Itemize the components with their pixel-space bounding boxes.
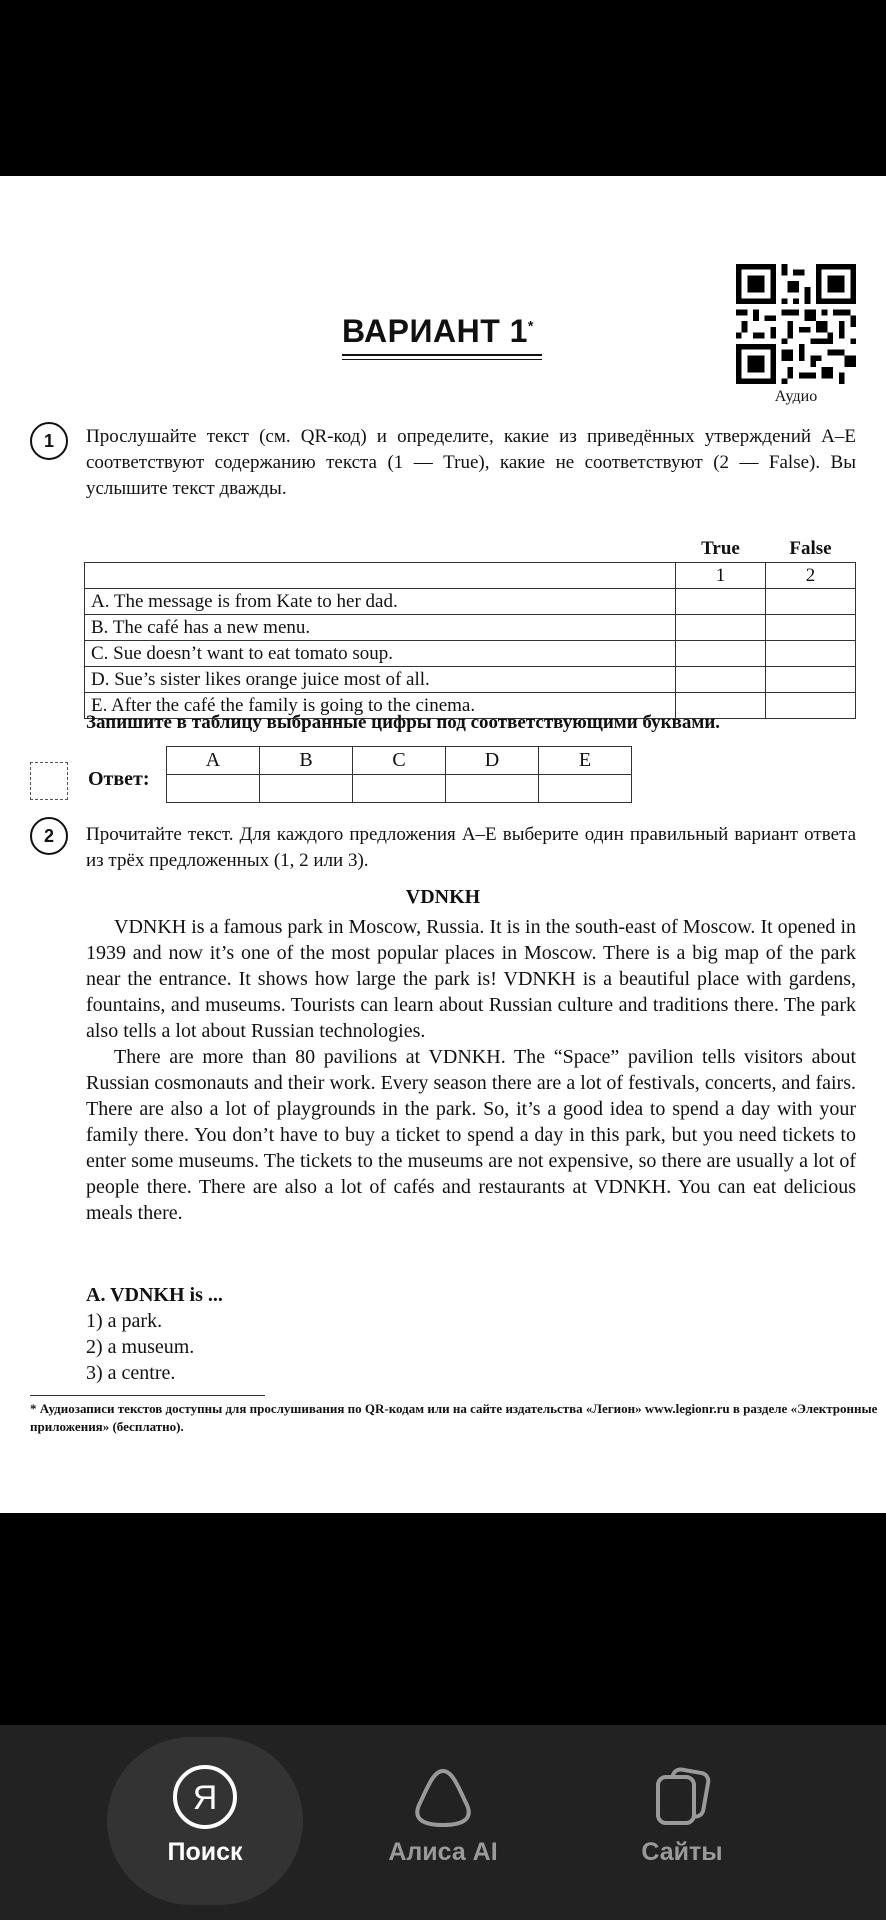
- reading-paragraph: VDNKH is a famous park in Moscow, Russia. It is in the south-east of Moscow. It opened in 1939 and now it’s one of the most popular places in Moscow. There is a big map of the park near the entrance. It shows how large the park is! VDNKH is a beautiful place with gardens, fountains, and museums. Tourists can learn about Russian culture and traditions there. The park also tells a lot about Russian technologies.: [86, 916, 856, 1042]
- answer-cell-b[interactable]: [260, 775, 353, 803]
- answer-cell-e[interactable]: [539, 775, 632, 803]
- nav-label-search: Поиск: [167, 1838, 243, 1866]
- footnote-divider: [30, 1395, 265, 1396]
- question-a: [86, 1282, 223, 1386]
- true-false-table: [84, 536, 856, 719]
- table-row: [85, 589, 856, 615]
- statement-d: D. Sue’s sister likes orange juice most of all.: [85, 667, 676, 693]
- reading-text-title: VDNKH: [405, 886, 481, 908]
- table-row: [85, 667, 856, 693]
- page-title: ВАРИАНТ 1*: [342, 313, 534, 349]
- statement-d-true-cell[interactable]: [676, 667, 766, 693]
- reading-paragraph: There are more than 80 pavilions at VDNKH. The “Space” pavilion tells visitors about Russian cosmonauts and their work. Every season there are a lot of festivals, concerts, and fairs. There are also a lot of playgrounds in the park. So, it’s a good idea to spend a day with your family there. You don’t have to buy a ticket to spend a day in this park, but you need tickets to enter some museums. The tickets to the museums are not expensive, so there are usually a lot of people there. There are also a lot of cafés and restaurants at VDNKH. You can eat delicious meals there.: [86, 1046, 856, 1224]
- title-underline-thin: [342, 359, 542, 360]
- answer-cell-c[interactable]: [353, 775, 446, 803]
- nav-item-sites[interactable]: [582, 1725, 782, 1920]
- nav-item-search[interactable]: [105, 1725, 305, 1920]
- svg-text:Я: Я: [192, 1779, 218, 1817]
- answer-letter-e: E: [539, 747, 632, 775]
- answer-letter-c: C: [353, 747, 446, 775]
- option-3: 3) a centre.: [86, 1362, 176, 1384]
- answer-letter-a: A: [167, 747, 260, 775]
- question-a-stem: A. VDNKH is ...: [86, 1284, 223, 1306]
- bottom-navigation-bar: [0, 1725, 886, 1920]
- answer-checkbox[interactable]: [30, 762, 68, 800]
- answer-table: [166, 746, 632, 803]
- document-page[interactable]: [0, 176, 886, 1513]
- write-instruction: Запишите в таблицу выбранные цифры под соответствующими буквами.: [86, 712, 721, 733]
- answer-letter-d: D: [446, 747, 539, 775]
- nav-label-sites: Сайты: [641, 1838, 723, 1866]
- answer-cell-d[interactable]: [446, 775, 539, 803]
- nav-label-alice: Алиса AI: [388, 1838, 498, 1866]
- statement-a: A. The message is from Kate to her dad.: [85, 589, 676, 615]
- task-1-instruction: Прослушайте текст (см. QR-код) и определите, какие из приведённых утверждений А–Е соответствуют содержанию текста (1 — True), какие не соответствуют (2 — False). Вы услышите текст дважды.: [86, 426, 856, 499]
- table-row: [85, 615, 856, 641]
- alice-icon: [409, 1763, 477, 1831]
- option-2: 2) a museum.: [86, 1336, 195, 1358]
- statement-a-false-cell[interactable]: [766, 589, 856, 615]
- col-true-header: True: [701, 538, 740, 559]
- statement-e: E. After the café the family is going to the cinema.: [85, 693, 676, 719]
- answer-label: Ответ:: [88, 768, 150, 790]
- answer-letter-b: B: [260, 747, 353, 775]
- task-1-number: 1: [30, 422, 68, 460]
- answer-cell-a[interactable]: [167, 775, 260, 803]
- table-row: [85, 641, 856, 667]
- col-true-number: 1: [676, 563, 766, 589]
- statement-c-false-cell[interactable]: [766, 641, 856, 667]
- statement-b-true-cell[interactable]: [676, 615, 766, 641]
- qr-code-icon: [736, 264, 856, 384]
- statement-c: C. Sue doesn’t want to eat tomato soup.: [85, 641, 676, 667]
- statement-e-false-cell[interactable]: [766, 693, 856, 719]
- statement-b-false-cell[interactable]: [766, 615, 856, 641]
- statement-a-true-cell[interactable]: [676, 589, 766, 615]
- statement-c-true-cell[interactable]: [676, 641, 766, 667]
- statement-d-false-cell[interactable]: [766, 667, 856, 693]
- statement-b: B. The café has a new menu.: [85, 615, 676, 641]
- task-2-instruction: Прочитайте текст. Для каждого предложения А–Е выберите один правильный вариант ответа из трёх предложенных (1, 2 или 3).: [86, 824, 856, 871]
- reading-text: [86, 914, 856, 1226]
- qr-label: Аудио: [774, 388, 818, 405]
- title-underline: [342, 354, 542, 356]
- col-false-number: 2: [766, 563, 856, 589]
- footnote: * Аудиозаписи текстов доступны для прослушивания по QR-кодам или на сайте издательства «Легион» www.legionr.ru в разделе «Электронные приложения» (бесплатно).: [30, 1401, 878, 1434]
- yandex-search-icon: [171, 1763, 239, 1831]
- nav-item-alice[interactable]: [343, 1725, 543, 1920]
- col-false-header: False: [789, 538, 832, 559]
- option-1: 1) a park.: [86, 1310, 163, 1332]
- sites-icon: [648, 1763, 716, 1831]
- task-2-number: 2: [30, 817, 68, 855]
